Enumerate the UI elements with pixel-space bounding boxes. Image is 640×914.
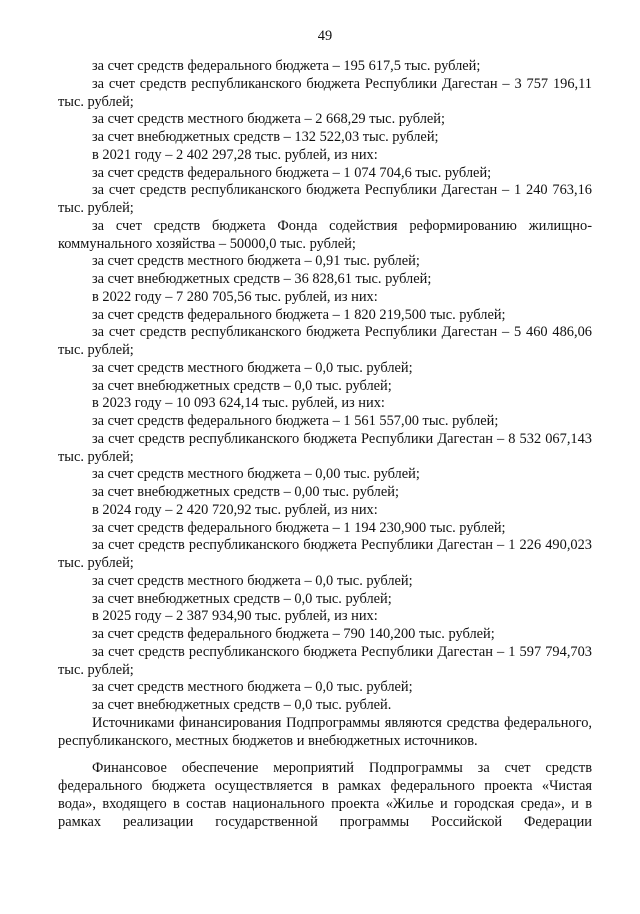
paragraph-2021-local: за счет средств местного бюджета – 0,91 тыс. рублей; — [92, 253, 420, 270]
paragraph-2024-federal: за счет средств федерального бюджета – 1 194 230,900 тыс. рублей; — [92, 519, 506, 536]
paragraph-year-2022: в 2022 году – 7 280 705,56 тыс. рублей, из них: — [92, 288, 378, 305]
paragraph-2025-federal: за счет средств федерального бюджета – 790 140,200 тыс. рублей; — [92, 626, 495, 642]
document-page — [58, 26, 592, 831]
paragraph-2022-republic: за счет средств республиканского бюджета Республики Дагестан – 5 460 486,06 тыс. рублей; — [58, 324, 592, 358]
paragraph-2022-offbudget: за счет внебюджетных средств – 0,0 тыс. рублей; — [92, 377, 392, 394]
paragraph-2021-fund: за счет средств бюджета Фонда содействия реформированию жилищно-коммунального хозяйства – 50000,0 тыс. рублей; — [58, 217, 592, 252]
paragraph-funding-sources: Источниками финансирования Подпрограммы являются средства федерального, республиканского, местных бюджетов и внебюджетных источников. — [58, 714, 592, 749]
paragraph-republic-total: за счет средств республиканского бюджета Республики Дагестан – 3 757 196,11 тыс. рублей; — [58, 75, 592, 110]
paragraph-year-2021: в 2021 году – 2 402 297,28 тыс. рублей, из них: — [92, 146, 378, 163]
paragraph-local-total: за счет средств местного бюджета – 2 668,29 тыс. рублей; — [92, 111, 446, 128]
paragraph-year-2023: в 2023 году – 10 093 624,14 тыс. рублей, из них: — [92, 395, 385, 412]
paragraph-year-2025: в 2025 году – 2 387 934,90 тыс. рублей, из них: — [92, 608, 378, 625]
paragraph-2021-offbudget: за счет внебюджетных средств – 36 828,61 тыс. рублей; — [92, 271, 432, 287]
paragraph-2023-republic: за счет средств республиканского бюджета Республики Дагестан – 8 532 067,143 тыс. рублей; — [58, 430, 592, 465]
paragraph-2025-republic: за счет средств республиканского бюджета Республики Дагестан – 1 597 794,703 тыс. рублей; — [58, 643, 592, 678]
paragraph-2024-local: за счет средств местного бюджета – 0,0 тыс. рублей; — [92, 572, 413, 589]
paragraph-2025-local: за счет средств местного бюджета – 0,0 тыс. рублей; — [92, 679, 413, 696]
page-number: 49 — [317, 28, 333, 44]
paragraph-federal-total: за счет средств федерального бюджета – 195 617,5 тыс. рублей; — [92, 58, 481, 74]
paragraph-2022-local: за счет средств местного бюджета – 0,0 тыс. рублей; — [92, 359, 413, 376]
paragraph-2023-offbudget: за счет внебюджетных средств – 0,00 тыс. рублей; — [92, 484, 399, 500]
paragraph-2023-federal: за счет средств федерального бюджета – 1 561 557,00 тыс. рублей; — [92, 413, 499, 429]
paragraph-offbudget-total: за счет внебюджетных средств – 132 522,03 тыс. рублей; — [92, 129, 439, 145]
paragraph-2024-republic: за счет средств республиканского бюджета Республики Дагестан – 1 226 490,023 тыс. рублей; — [58, 537, 592, 571]
paragraph-2021-republic: за счет средств республиканского бюджета Республики Дагестан – 1 240 763,16 тыс. рублей; — [58, 182, 592, 216]
paragraph-2022-federal: за счет средств федерального бюджета – 1 820 219,500 тыс. рублей; — [92, 306, 506, 323]
paragraph-2024-offbudget: за счет внебюджетных средств – 0,0 тыс. рублей; — [92, 590, 392, 607]
paragraph-financial-support: Финансовое обеспечение мероприятий Подпрограммы за счет средств федерального бюджета осуществляется в рамках федерального проекта «Чистая вода», входящего в состав национального проекта «Жилье и городская среда», и в рамках реализации государственной программы Российской Федерации — [58, 760, 592, 830]
paragraph-year-2024: в 2024 году – 2 420 720,92 тыс. рублей, из них: — [92, 501, 378, 518]
paragraph-2023-local: за счет средств местного бюджета – 0,00 тыс. рублей; — [92, 466, 420, 483]
paragraph-2025-offbudget: за счет внебюджетных средств – 0,0 тыс. рублей. — [92, 697, 392, 713]
paragraph-2021-federal: за счет средств федерального бюджета – 1 074 704,6 тыс. рублей; — [92, 164, 492, 181]
